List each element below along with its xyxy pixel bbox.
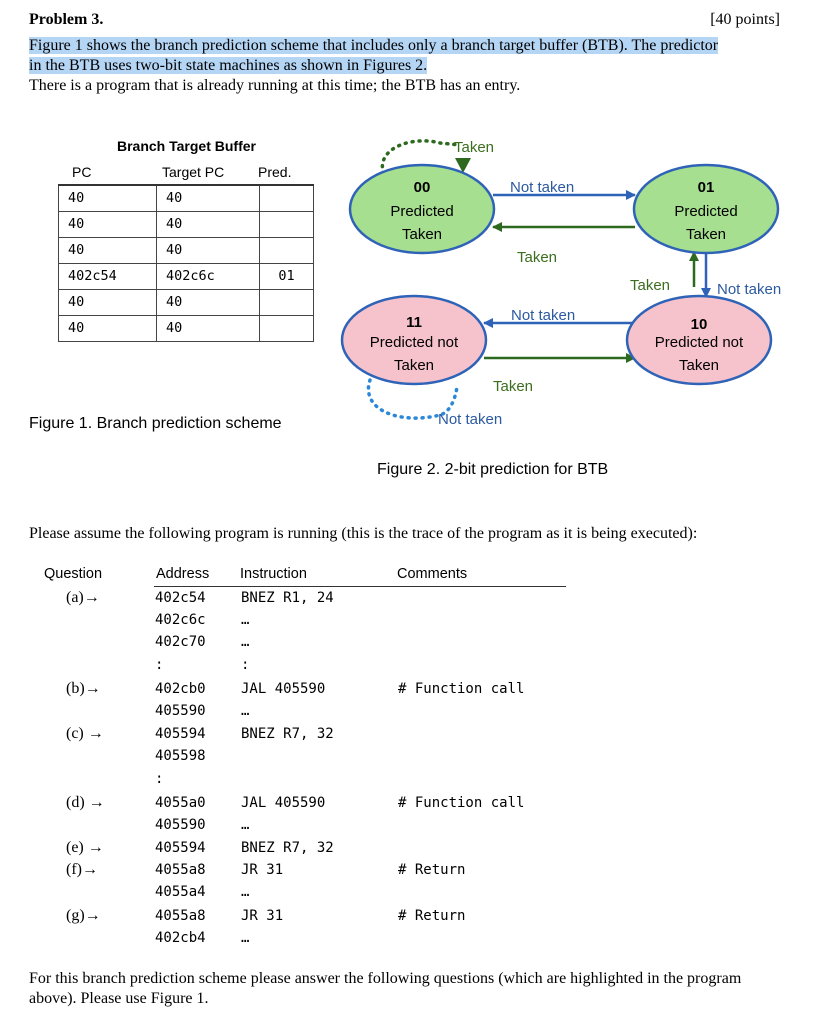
trace-instruction: JAL 405590: [241, 681, 326, 697]
trace-instruction: …: [241, 817, 250, 833]
trace-address: 4055a8: [155, 908, 206, 924]
assume-text: Please assume the following program is running (this is the trace of the program as it is being executed):: [29, 525, 698, 542]
label-10-11: Not taken: [511, 307, 576, 324]
points-label: [40 points]: [710, 11, 780, 28]
btb-row: [59, 211, 314, 237]
state-00-line1: Predicted: [390, 203, 454, 220]
btb-table: [58, 184, 314, 342]
trace-header-instruction: Instruction: [240, 566, 307, 582]
trace-address: 405598: [155, 748, 206, 764]
btb-row: [59, 185, 314, 211]
state-10-code: 10: [690, 316, 708, 333]
trace-instruction: BNEZ R7, 32: [241, 726, 334, 742]
state-01-line1: Predicted: [674, 203, 738, 220]
btb-cell-target: 40: [157, 211, 260, 237]
trace-address: 402c54: [155, 590, 206, 606]
label-10-01: Taken: [630, 277, 671, 294]
btb-cell-pc: 40: [59, 237, 157, 263]
state-01-code: 01: [697, 179, 715, 196]
trace-instruction: BNEZ R7, 32: [241, 840, 334, 856]
trace-address: :: [155, 657, 164, 673]
trace-address: 4055a8: [155, 862, 206, 878]
trace-instruction: :: [241, 657, 250, 673]
state-11-code: 11: [406, 314, 422, 331]
fsm-diagram: [330, 125, 800, 440]
btb-header-pc: PC: [72, 164, 92, 180]
problem-title: Problem 3.: [29, 11, 104, 28]
trace-instruction: JR 31: [241, 862, 284, 878]
btb-cell-pred: [260, 315, 314, 341]
btb-header-target: Target PC: [162, 164, 225, 180]
state-10-line1: Predicted not: [654, 334, 744, 351]
state-11-line2: Taken: [393, 357, 435, 374]
trace-address: :: [155, 771, 164, 787]
btb-cell-pred: [260, 185, 314, 211]
intro-line-1: [29, 36, 718, 55]
btb-row: [59, 289, 314, 315]
trace-address: 405594: [155, 840, 206, 856]
btb-cell-pred: [260, 289, 314, 315]
trace-address: 402cb0: [155, 681, 206, 697]
btb-cell-pred: [260, 237, 314, 263]
trace-question-label: (b)→: [66, 680, 101, 697]
trace-address: 402c6c: [155, 612, 206, 628]
trace-address: 405590: [155, 703, 206, 719]
state-00-line2: Taken: [401, 226, 443, 243]
trace-question-label: (d) →: [66, 794, 105, 811]
trace-header-address: Address: [156, 566, 210, 582]
btb-cell-pred: [260, 211, 314, 237]
closing-text: For this branch prediction scheme please answer the following questions (which are highlighted in the program above). Please use Figure 1.: [29, 970, 742, 1007]
intro-line-3: There is a program that is already running at this time; the BTB has an entry.: [29, 77, 521, 94]
btb-cell-target: 40: [157, 237, 260, 263]
trace-question-label: (f)→: [66, 861, 98, 878]
btb-cell-pred: 01: [260, 263, 314, 289]
state-01: [634, 165, 778, 253]
intro-highlight-2: in the BTB uses two-bit state machines as shown in Figures 2.: [29, 57, 428, 74]
trace-instruction: JR 31: [241, 908, 284, 924]
btb-cell-target: 40: [157, 185, 260, 211]
state-11-line1: Predicted not: [369, 334, 459, 351]
btb-title: Branch Target Buffer: [117, 138, 256, 154]
figure-2-caption: Figure 2. 2-bit prediction for BTB: [377, 461, 609, 478]
trace-instruction: BNEZ R1, 24: [241, 590, 334, 606]
figure-1-caption: Figure 1. Branch prediction scheme: [29, 415, 282, 432]
intro-line-2: [29, 56, 427, 75]
trace-address: 402cb4: [155, 930, 206, 946]
btb-row: [59, 237, 314, 263]
trace-question-label: (a)→: [66, 589, 100, 606]
trace-instruction: …: [241, 884, 250, 900]
trace-question-label: (e) →: [66, 839, 104, 856]
label-11-10: Taken: [493, 378, 534, 395]
label-self-11: Not taken: [438, 411, 503, 428]
trace-instruction: …: [241, 930, 250, 946]
trace-comment: # Function call: [398, 795, 525, 811]
trace-question-label: (c) →: [66, 725, 104, 742]
trace-instruction: …: [241, 703, 250, 719]
trace-question-label: (g)→: [66, 907, 101, 924]
state-11: [342, 296, 486, 384]
state-10-line2: Taken: [678, 357, 720, 374]
trace-header-comments: Comments: [397, 566, 468, 582]
trace-instruction: …: [241, 634, 250, 650]
btb-header-pred: Pred.: [258, 164, 292, 180]
trace-comment: # Return: [398, 862, 466, 878]
btb-cell-pc: 40: [59, 289, 157, 315]
label-01-10: Not taken: [717, 281, 782, 298]
state-00-code: 00: [413, 179, 431, 196]
state-10: [627, 296, 771, 384]
trace-address: 405594: [155, 726, 206, 742]
trace-instruction: JAL 405590: [241, 795, 326, 811]
btb-cell-target: 40: [157, 289, 260, 315]
state-00: [350, 165, 494, 253]
trace-address: 402c70: [155, 634, 206, 650]
btb-cell-pc: 40: [59, 211, 157, 237]
label-01-00: Taken: [517, 249, 558, 266]
trace-comment: # Return: [398, 908, 466, 924]
btb-cell-pc: 402c54: [59, 263, 157, 289]
btb-row: [59, 263, 314, 289]
trace-header-rule: [154, 586, 566, 587]
trace-comment: # Function call: [398, 681, 525, 697]
trace-address: 4055a0: [155, 795, 206, 811]
trace-instruction: …: [241, 612, 250, 628]
btb-cell-target: 402c6c: [157, 263, 260, 289]
state-01-line2: Taken: [685, 226, 727, 243]
trace-header-question: Question: [44, 566, 103, 582]
trace-address: 405590: [155, 817, 206, 833]
btb-cell-pc: 40: [59, 315, 157, 341]
trace-address: 4055a4: [155, 884, 206, 900]
label-self-00: Taken: [454, 139, 495, 156]
btb-cell-target: 40: [157, 315, 260, 341]
label-00-01: Not taken: [510, 179, 575, 196]
btb-row: [59, 315, 314, 341]
btb-cell-pc: 40: [59, 185, 157, 211]
intro-highlight-1: Figure 1 shows the branch prediction scheme that includes only a branch target buffer (BTB). The predictor: [29, 37, 719, 54]
